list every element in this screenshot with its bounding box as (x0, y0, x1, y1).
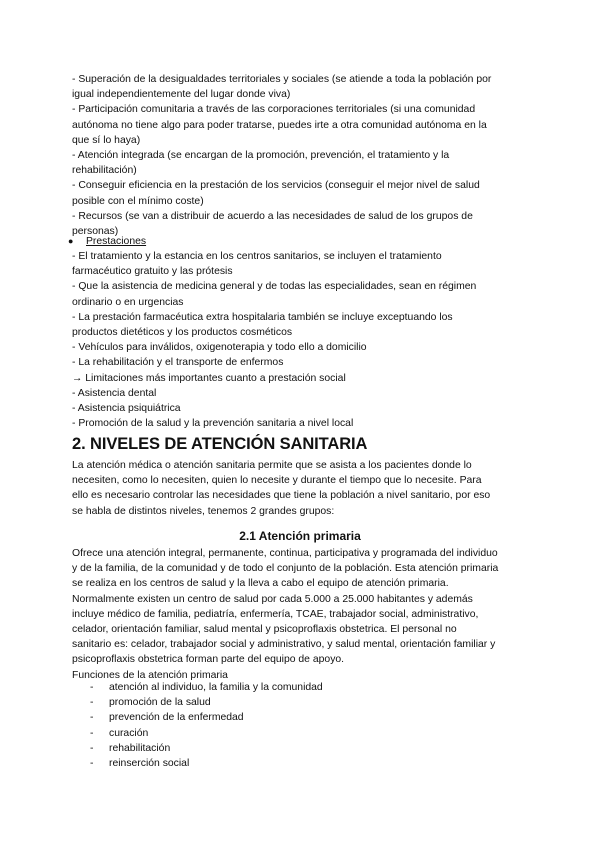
text-line: se habla de distintos niveles, tenemos 2 grandes grupos: (72, 505, 335, 517)
text-line: - Atención integrada (se encargan de la promoción, prevención, el tratamiento y la (72, 150, 450, 162)
list-item-text: prevención de la enfermedad (109, 712, 244, 724)
list-item-text: promoción de la salud (109, 697, 211, 709)
dash-marker: - (90, 682, 94, 693)
list-item (90, 741, 323, 756)
text-line: ello es necesario controlar las necesidades que tiene la población a nivel sanitario, por eso (72, 490, 491, 502)
list-item-text: reinserción social (109, 758, 190, 770)
text-line: ordinario o en urgencias (72, 296, 184, 308)
dash-marker: - (90, 742, 94, 754)
text-line: - Asistencia psiquiátrica (72, 403, 181, 415)
text-line: - Vehículos para inválidos, oxigenoterapia y todo ello a domicilio (72, 342, 367, 354)
text-line: - Recursos (se van a distribuir de acuerdo a las necesidades de salud de los grupos de (72, 210, 473, 222)
bullet-icon: ● (68, 236, 74, 246)
text-line: igual independientemente del lugar donde viva) (72, 89, 291, 101)
text-line: personas) (72, 226, 119, 238)
text-line: → Limitaciones más importantes cuanto a prestación social (72, 372, 346, 384)
text-line: posible con el mínimo coste) (72, 195, 204, 207)
section-2-1-paragraph (72, 546, 532, 683)
prestaciones-list (72, 249, 532, 431)
principles-list (72, 72, 532, 239)
text-line: - Conseguir eficiencia en la prestación de los servicios (conseguir el mejor nivel de salud (72, 180, 480, 192)
text-line: - La rehabilitación y el transporte de enfermos (72, 357, 284, 369)
functions-list (90, 680, 323, 771)
text-line: necesiten, como lo necesiten, quien lo necesite y durante el tiempo que lo necesite. Para (72, 475, 482, 487)
section-2-title: 2. NIVELES DE ATENCIÓN SANITARIA (72, 435, 368, 453)
text-line: rehabilitación) (72, 165, 137, 177)
text-line: - Que la asistencia de medicina general y de todas las especialidades, sean en régimen (72, 281, 477, 293)
text-line: Normalmente existen un centro de salud por cada 5.000 a 25.000 habitantes y además (72, 593, 473, 605)
list-item-text: rehabilitación (109, 742, 171, 754)
text-line: - Promoción de la salud y la prevención sanitaria a nivel local (72, 418, 354, 430)
section-2-paragraph (72, 458, 532, 519)
section-2-1-title: 2.1 Atención primaria (239, 529, 361, 543)
text-line: Funciones de la atención primaria (72, 669, 228, 681)
text-line: se realiza en los centros de salud y la lleva a cabo el equipo de atención primaria. (72, 578, 449, 590)
text-line: - El tratamiento y la estancia en los centros sanitarios, se incluyen el tratamiento (72, 251, 442, 262)
prestaciones-heading (68, 234, 146, 249)
text-line: celador, orientación familiar, salud mental y psicoproflaxis obstetrica. El personal no (72, 624, 457, 636)
text-line: - La prestación farmacéutica extra hospitalaria también se incluye exceptuando los (72, 311, 453, 323)
prestaciones-label: Prestaciones (86, 236, 147, 247)
text-line: y de la familia, de la comunidad y de todo el conjunto de la población. Esta atención primaria (72, 563, 499, 575)
list-item (90, 710, 323, 725)
text-line: La atención médica o atención sanitaria permite que se asista a los pacientes donde lo (72, 460, 472, 471)
dash-marker: - (90, 758, 94, 770)
text-line: farmacéutico gratuito y las prótesis (72, 266, 233, 278)
dash-marker: - (90, 727, 94, 739)
list-item-text: atención al individuo, la familia y la comunidad (109, 682, 323, 693)
dash-marker: - (90, 712, 94, 724)
dash-marker: - (90, 697, 94, 709)
list-item-text: curación (109, 727, 149, 739)
text-line: psicoproflaxis obstetrica forman parte del equipo de apoyo. (72, 654, 345, 666)
text-line: sanitario es: celador, trabajador social y administrativo, y salud mental, orientación familiar y (72, 639, 496, 651)
text-line: que sí lo haya) (72, 134, 141, 146)
text-line: autónoma no tiene algo para poder tratarse, puedes irte a otra comunidad autónoma en la (72, 119, 487, 131)
text-line: productos dietéticos y los productos cosméticos (72, 327, 293, 339)
list-item (90, 695, 323, 710)
text-line: Ofrece una atención integral, permanente, continua, participativa y programada del individuo (72, 548, 498, 559)
list-item (90, 756, 323, 771)
text-line: - Superación de la desigualdades territoriales y sociales (se atiende a toda la población por (72, 74, 492, 85)
list-item (90, 726, 323, 741)
text-line: incluye médico de familia, pediatría, enfermería, TCAE, trabajador social, administrativo, (72, 608, 479, 620)
text-line: - Participación comunitaria a través de las corporaciones territoriales (si una comunidad (72, 104, 476, 116)
list-item (90, 680, 323, 695)
text-line: - Asistencia dental (72, 387, 157, 399)
